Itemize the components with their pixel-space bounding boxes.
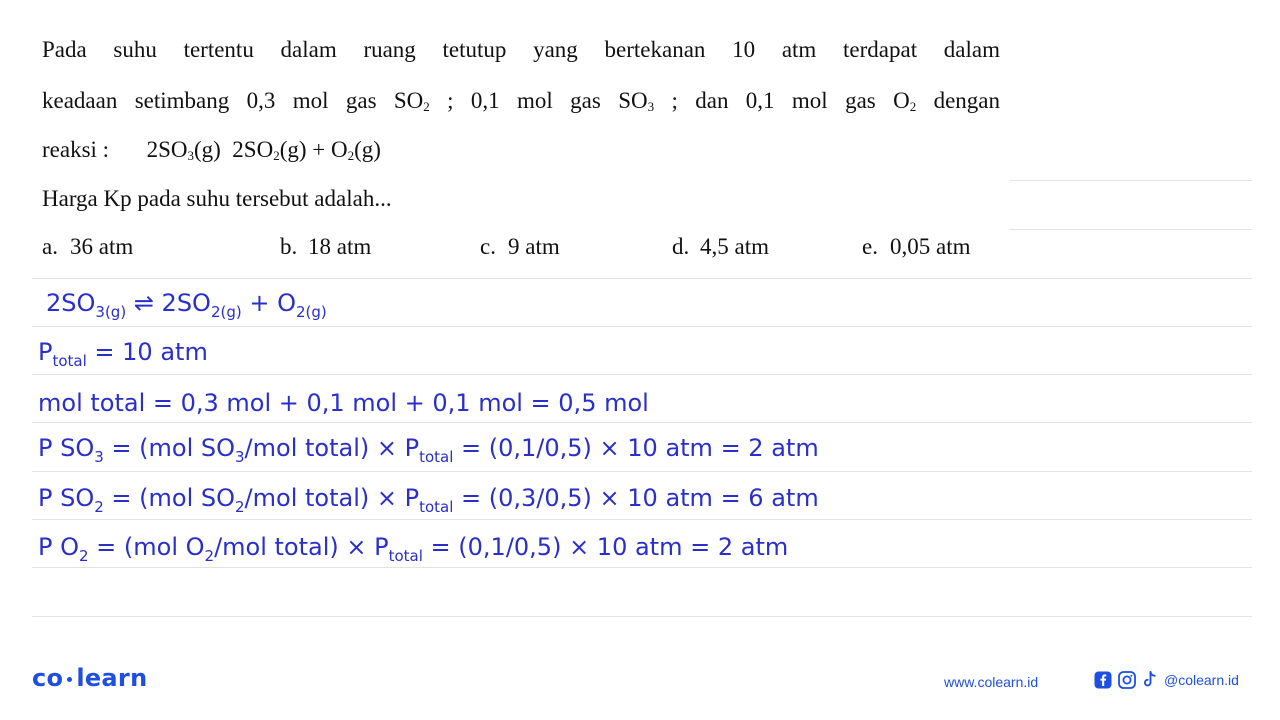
eq-c: ⇌ 2SO [126, 289, 211, 317]
ruled-line [32, 616, 1252, 617]
pso3-a: P SO [38, 434, 95, 462]
pso3-e: /mol total) × P [244, 434, 420, 462]
eq-d: 2(g) [210, 303, 242, 321]
ruled-line [32, 278, 1252, 279]
po2-e: /mol total) × P [214, 533, 389, 561]
option-a-label: a. [42, 234, 58, 259]
ruled-line [32, 519, 1252, 520]
option-e-text: 0,05 atm [890, 234, 971, 259]
po2-f: total [388, 547, 423, 565]
option-c [480, 234, 560, 260]
ruled-line [32, 471, 1252, 472]
solution-ptotal [38, 340, 208, 369]
option-a-text: 36 atm [70, 234, 134, 259]
question-line-4: Harga Kp pada suhu tersebut adalah... [42, 186, 392, 211]
reaction-label: reaksi : [42, 137, 110, 162]
ruled-line [32, 326, 1252, 327]
social-handle[interactable]: @colearn.id [1164, 672, 1239, 688]
option-b-label: b. [280, 234, 298, 259]
option-e-label: e. [862, 234, 878, 259]
option-d-label: d. [672, 234, 690, 259]
q2-sub-so3: 3 [647, 99, 655, 114]
eq-a: 2SO [46, 289, 96, 317]
pso2-b: 2 [94, 498, 104, 516]
facebook-icon[interactable] [1094, 671, 1112, 689]
option-d-text: 4,5 atm [700, 234, 769, 259]
q2-sub-o2: 2 [909, 99, 917, 114]
rx-part-5: (g) + O [279, 137, 348, 162]
option-b-text: 18 atm [308, 234, 372, 259]
instagram-icon[interactable] [1118, 671, 1136, 689]
option-c-label: c. [480, 234, 496, 259]
pso3-b: 3 [94, 448, 104, 466]
eq-f: 2(g) [296, 303, 327, 321]
q2-text-e: ; dan 0,1 mol gas O [654, 88, 910, 113]
ruled-line [1010, 180, 1252, 181]
tiktok-icon[interactable] [1142, 671, 1158, 689]
logo-text-right: learn [76, 664, 148, 692]
ptotal-c: = 10 atm [86, 338, 208, 366]
q2-text-c: ; 0,1 mol gas SO [429, 88, 648, 113]
ruled-line [32, 422, 1252, 423]
ruled-line [32, 567, 1252, 568]
q2-text-g: dengan [916, 88, 1000, 113]
pso3-g: = (0,1/0,5) × 10 atm = 2 atm [453, 434, 819, 462]
colearn-logo [32, 664, 147, 692]
po2-d: 2 [204, 547, 215, 565]
q2-text-a: keadaan setimbang 0,3 mol gas SO [42, 88, 424, 113]
rx-part-7: (g) [354, 137, 381, 162]
po2-g: = (0,1/0,5) × 10 atm = 2 atm [422, 533, 789, 561]
po2-c: = (mol O [88, 533, 205, 561]
ruled-line [1010, 229, 1252, 230]
ptotal-b: total [52, 352, 87, 370]
question-reaction [147, 137, 381, 162]
question-line-1: Pada suhu tertentu dalam ruang tetutup yang bertekanan 10 atm terdapat dalam [42, 37, 1000, 62]
option-a [42, 234, 133, 260]
rx-sub-2: 2 [273, 148, 280, 163]
solution-pso3 [38, 436, 819, 465]
pso2-a: P SO [38, 484, 95, 512]
option-b [280, 234, 371, 260]
solution-equation [46, 291, 327, 320]
solution-po2 [38, 535, 788, 564]
pso2-d: 2 [235, 498, 245, 516]
pso3-f: total [419, 448, 454, 466]
pso3-c: = (mol SO [103, 434, 235, 462]
rx-sub-1: 3 [187, 148, 194, 163]
pso2-f: total [419, 498, 454, 516]
pso2-c: = (mol SO [103, 484, 235, 512]
pso2-g: = (0,3/0,5) × 10 atm = 6 atm [453, 484, 819, 512]
pso2-e: /mol total) × P [244, 484, 420, 512]
pso3-d: 3 [235, 448, 245, 466]
social-links [1094, 669, 1239, 691]
question-line-2 [42, 89, 1000, 113]
option-d [672, 234, 769, 260]
eq-e: + O [241, 289, 296, 317]
option-e [862, 234, 971, 260]
ptotal-a: P [38, 338, 53, 366]
eq-b: 3(g) [95, 303, 127, 321]
solution-moltotal: mol total = 0,3 mol + 0,1 mol + 0,1 mol = 0,5 mol [38, 389, 649, 417]
rx-sub-3: 2 [347, 148, 355, 163]
logo-text-left: co [32, 664, 64, 692]
option-c-text: 9 atm [508, 234, 560, 259]
po2-b: 2 [79, 547, 89, 565]
rx-part-1: 2SO [146, 137, 188, 162]
rx-part-3: (g) 2SO [193, 137, 274, 162]
logo-dot [67, 677, 72, 682]
website-link[interactable]: www.colearn.id [944, 674, 1039, 690]
q2-sub-so2: 2 [423, 99, 430, 114]
solution-pso2 [38, 486, 819, 515]
po2-a: P O [38, 533, 79, 561]
question-line-3 [42, 138, 381, 162]
ruled-line [32, 374, 1252, 375]
